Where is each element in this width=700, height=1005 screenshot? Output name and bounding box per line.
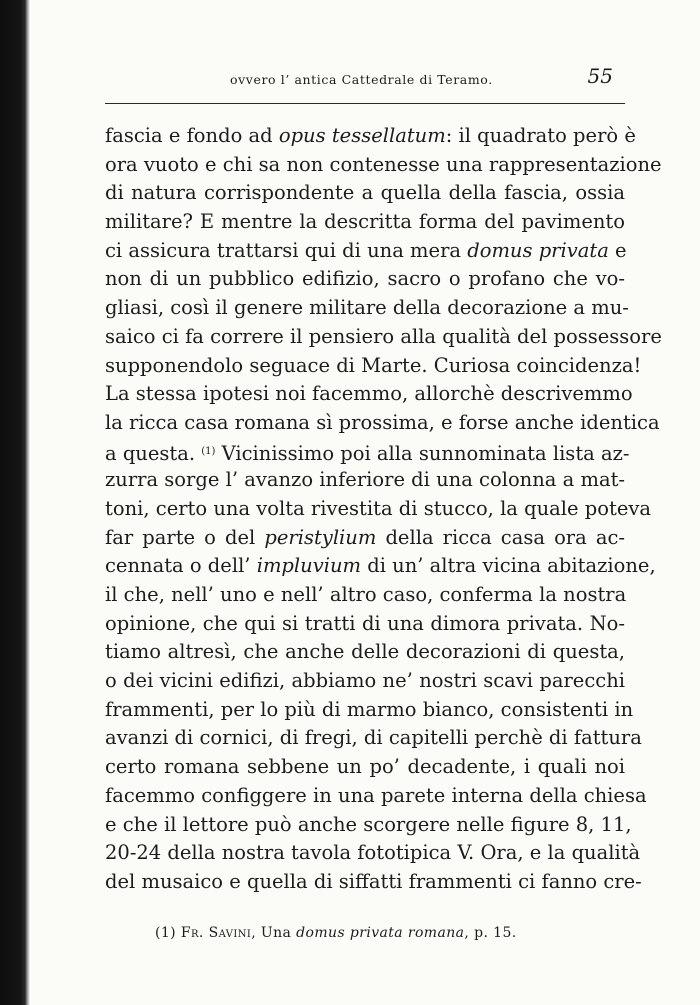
text-line: la ricca casa romana sì prossima, e forse anche identica [105, 410, 660, 434]
text-line: militare? E mentre la descritta forma del pavimento [105, 210, 625, 234]
header-rule [105, 103, 625, 104]
text-line: non di un pubblico edifizio, sacro o profano che vo- [105, 267, 625, 291]
text-line: avanzi di cornici, di fregi, di capitelli perchè di fattura [105, 726, 642, 750]
italic-term: domus privata romana [296, 925, 465, 941]
text-line: toni, certo una volta rivestita di stucco, la quale poteva [105, 496, 652, 520]
text-line: supponendolo seguace di Marte. Curiosa coincidenza! [105, 353, 642, 377]
body-text [105, 122, 662, 897]
footnote-reference: (1) [201, 445, 216, 457]
author-name: Fr. Savini [180, 925, 252, 941]
text-line: o dei vicini edifizi, abbiamo ne’ nostri scavi parecchi [105, 669, 625, 693]
text-line: del musaico e quella di siffatti frammenti ci fanno cre- [105, 869, 642, 893]
page-number: 55 [587, 64, 613, 88]
text-line: cennata o dell’ impluvium di un’ altra vicina abitazione, [105, 554, 656, 578]
italic-term: opus tessellatum [278, 124, 446, 147]
book-binding-shadow [0, 0, 30, 1005]
page-header [105, 64, 625, 94]
text-line: zurra sorge l’ avanzo inferiore di una colonna a mat- [105, 468, 625, 492]
italic-term: domus privata [467, 238, 609, 262]
text-line: 20-24 della nostra tavola fototipica V. Ora, e la qualità [105, 841, 641, 865]
text-line: gliasi, così il genere militare della decorazione a mu- [105, 296, 629, 320]
footnote: (1) Fr. Savini, Una domus privata romana, p. 15. [155, 925, 517, 941]
text-line: facemmo configgere in una parete interna della chiesa [105, 783, 647, 807]
italic-term: impluvium [256, 554, 362, 578]
text-line: saico ci fa correre il pensiero alla qualità del possessore [105, 324, 662, 348]
text-line: ora vuoto e chi sa non contenesse una rappresentazione [105, 152, 662, 176]
text-line: e che il lettore può anche scorgere nelle figure 8, 11, [105, 812, 632, 836]
italic-term: peristylium [264, 525, 377, 549]
text-line: opinione, che qui si tratti di una dimora privata. No- [105, 611, 625, 635]
text-line: certo romana sebbene un po’ decadente, i quali noi [105, 755, 625, 779]
text-line: di natura corrispondente a quella della fascia, ossia [105, 181, 625, 205]
text-line: frammenti, per lo più di marmo bianco, consistenti in [105, 697, 634, 721]
text-line: a questa. $^{(1)}$ Vicinissimo poi alla sunnominata lista az- [105, 441, 630, 465]
text-line: ci assicura trattarsi qui di una mera domus privata e [105, 238, 627, 262]
text-line: far parte o del peristylium della ricca casa ora ac- [105, 525, 625, 549]
text-line: fascia e fondo ad opus tessellatum: il quadrato però è [105, 124, 636, 147]
text-line: tiamo altresì, che anche delle decorazioni di questa, [105, 640, 625, 664]
text-line: il che, nell’ uno e nell’ altro caso, conferma la nostra [105, 583, 627, 606]
running-title: ovvero l’ antica Cattedrale di Teramo. [230, 72, 493, 87]
text-line: La stessa ipotesi noi facemmo, allorchè descrivemmo [105, 382, 633, 406]
